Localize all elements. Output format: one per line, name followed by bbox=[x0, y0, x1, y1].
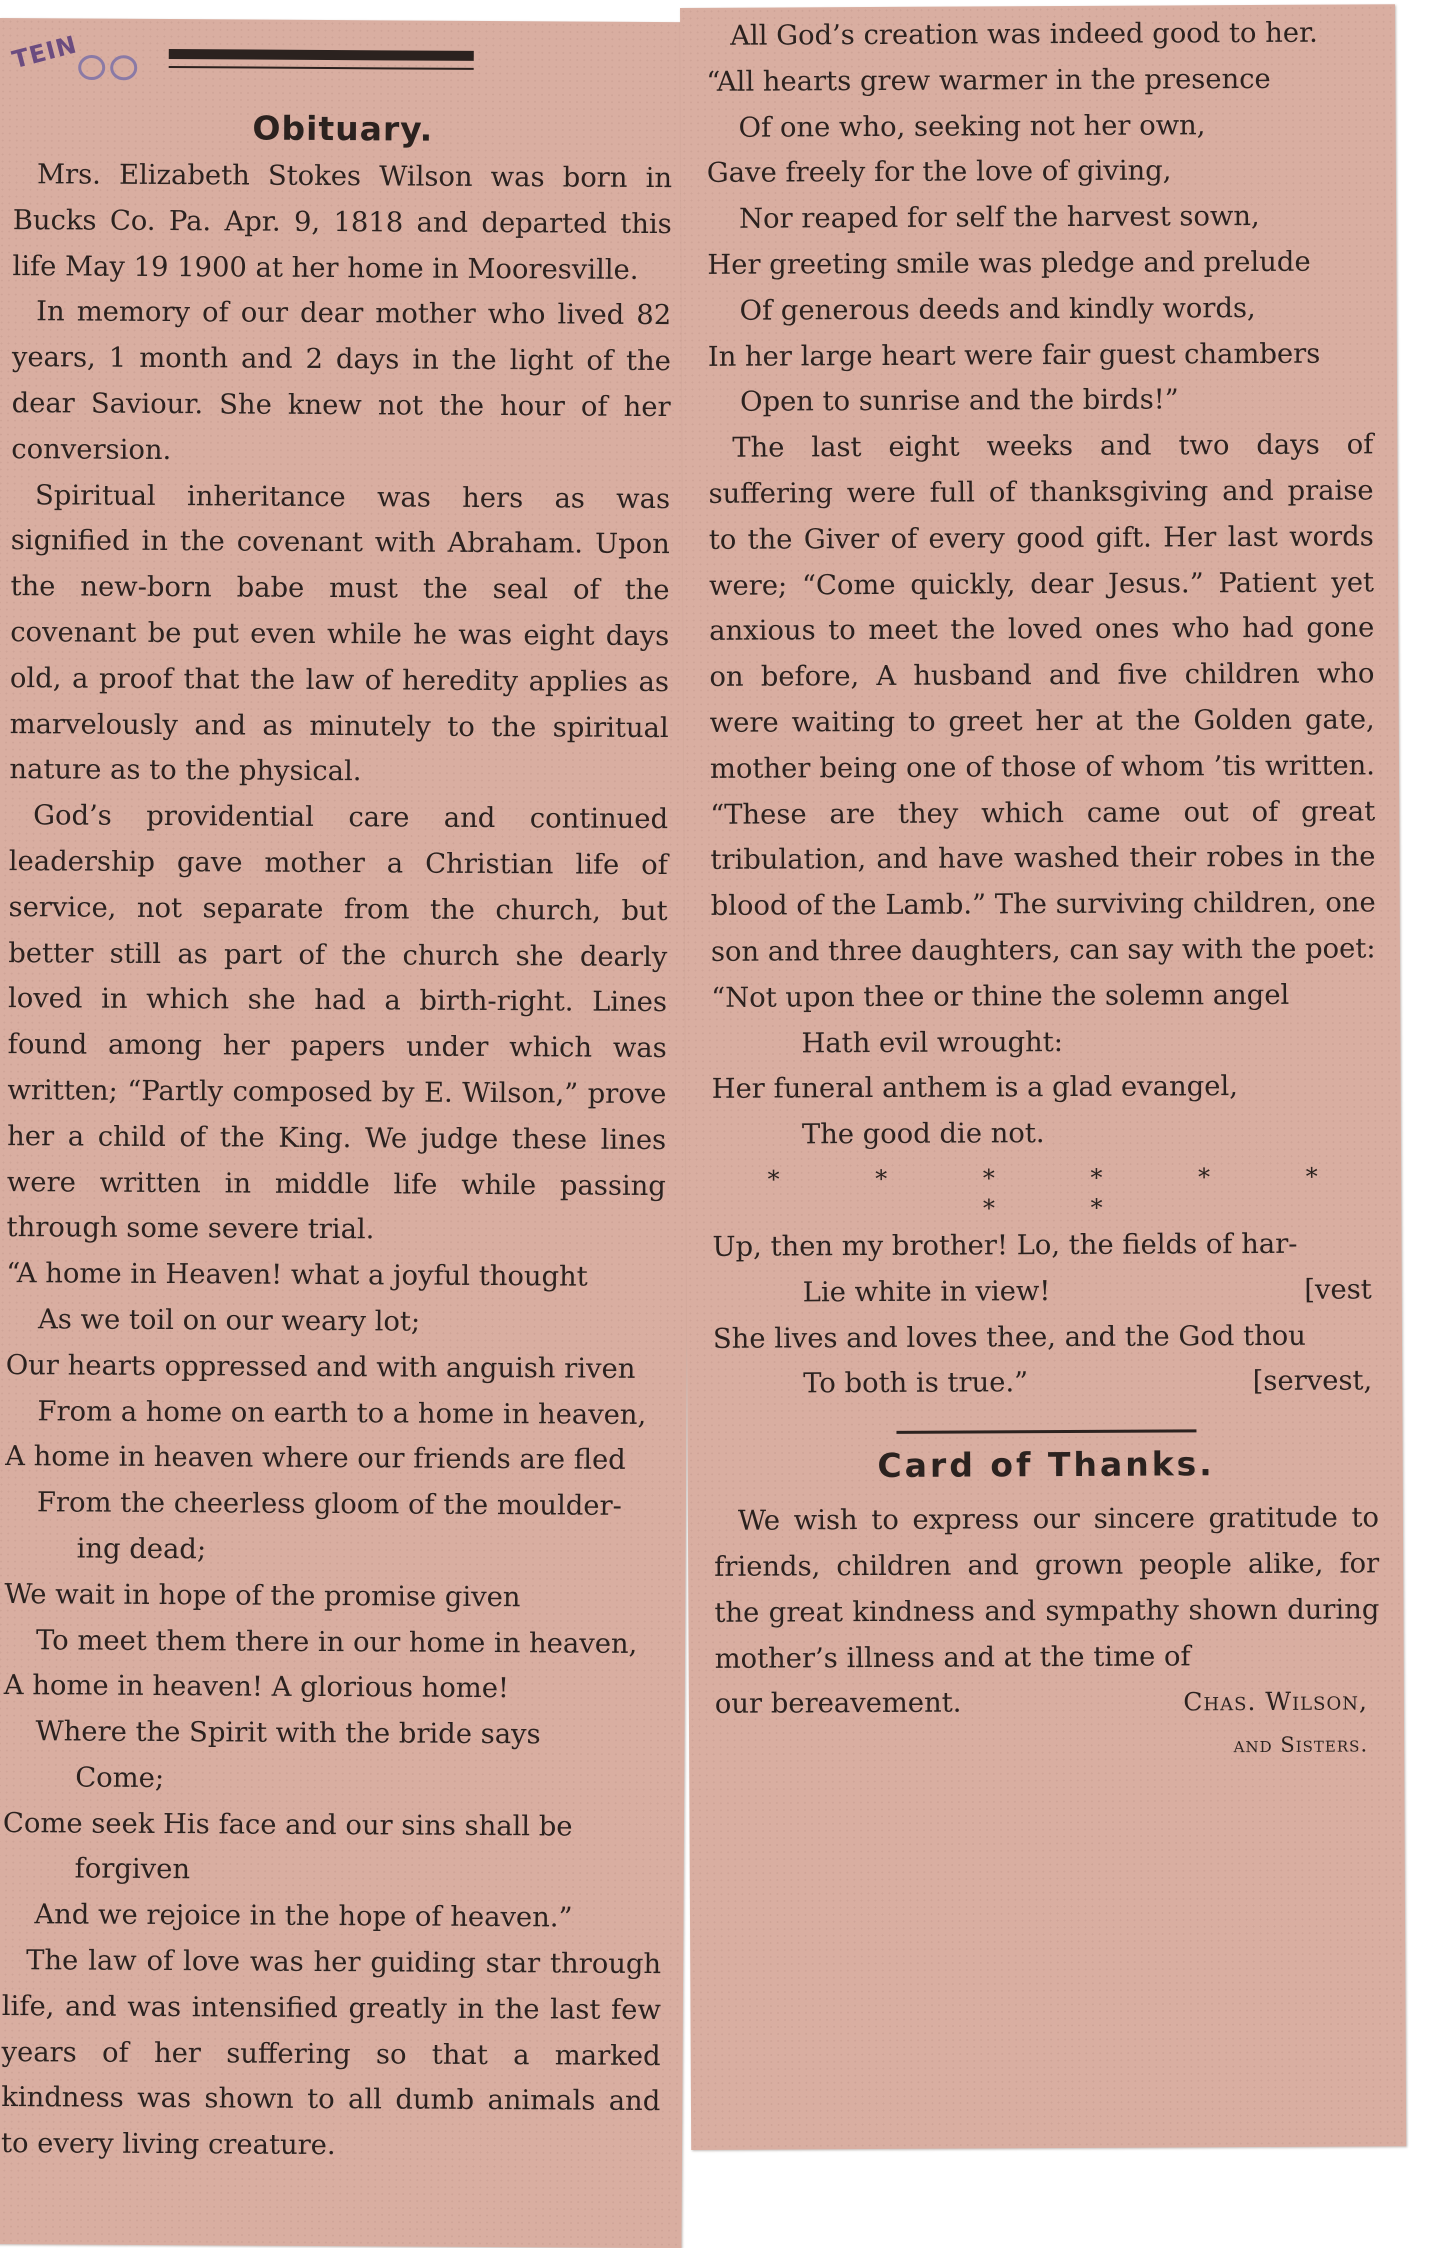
poem-line: As we toil on our weary lot; bbox=[37, 1304, 421, 1338]
poem-line: A home in heaven where our friends are fled bbox=[5, 1441, 626, 1477]
paragraph-inheritance: Spiritual inheritance was hers as was signified in the covenant with Abraham. Upon the new-born babe must the seal of the covenant be put even while he was eight days old, a proof that the law of heredity applies as marvelously and as minutely to the spiritual nature as to the physical. bbox=[9, 479, 671, 788]
stamp-circles-icon bbox=[74, 50, 148, 84]
poem-line: In her large heart were fair guest chambers bbox=[707, 338, 1321, 373]
poem-line-carryover: [vest bbox=[1304, 1274, 1372, 1306]
paragraph-last-weeks: The last eight weeks and two days of suffering were full of thanksgiving and praise to the Giver of every good gift. Her last words were; “Come quickly, dear Jesus.” Patient yet anxious to meet the loved ones who had gone on before, A husband and five children who were waiting to greet her at the Golden gate, mother being one of those of whom ’tis written. “These are they which came out of great tribulation, and have washed their robes in the blood of the Lamb.” The surviving children, one son and three daughters, can say with the poet: bbox=[708, 429, 1376, 968]
left-clipping bbox=[0, 18, 695, 2248]
paragraph-memory: In memory of our dear mother who lived 82 years, 1 month and 2 days in the light of the dear Saviour. She knew not the hour of her conversion. bbox=[11, 296, 672, 466]
poem-line: A home in heaven! A glorious home! bbox=[3, 1670, 510, 1705]
poem-line-row bbox=[713, 1267, 1378, 1316]
poem-line: We wait in hope of the promise given bbox=[4, 1578, 521, 1613]
poem-line: forgiven bbox=[74, 1853, 191, 1886]
obituary-title: Obituary. bbox=[252, 108, 434, 149]
signature-name: Chas. Wilson, bbox=[1183, 1686, 1368, 1717]
card-of-thanks-closing bbox=[715, 1679, 1380, 1728]
poem-line: Up, then my brother! Lo, the fields of har- bbox=[712, 1228, 1298, 1263]
right-column bbox=[706, 4, 1380, 1768]
poem-line: And we rejoice in the hope of heaven.” bbox=[34, 1899, 573, 1934]
poem-home-in-heaven bbox=[2, 1251, 665, 1942]
poem-solemn-angel bbox=[711, 972, 1377, 1159]
right-clipping bbox=[680, 4, 1406, 2150]
poem-line: The good die not. bbox=[801, 1118, 1045, 1151]
left-column bbox=[1, 18, 673, 2171]
poem-line: Where the Spirit with the bride says bbox=[35, 1716, 541, 1751]
poem-line: Hath evil wrought: bbox=[801, 1026, 1064, 1059]
poem-line: Gave freely for the love of giving, bbox=[706, 155, 1172, 190]
card-of-thanks-title: Card of Thanks. bbox=[877, 1444, 1215, 1486]
ornamental-bar bbox=[169, 49, 474, 61]
poem-line: Her greeting smile was pledge and prelude bbox=[707, 246, 1311, 281]
poem-line: Nor reaped for self the harvest sown, bbox=[739, 201, 1260, 235]
asterisk-divider: * * * * * * * * bbox=[767, 1162, 1362, 1223]
paragraph-birth: Mrs. Elizabeth Stokes Wilson was born in Bucks Co. Pa. Apr. 9, 1818 and departed this life May 19 1900 at her home in Mooresville. bbox=[12, 159, 673, 286]
header-rule bbox=[169, 66, 474, 70]
poem-line: Of generous deeds and kindly words, bbox=[739, 292, 1256, 327]
poem-line: From the cheerless gloom of the moulder- bbox=[36, 1487, 622, 1522]
poem-line: “A home in Heaven! what a joyful thought bbox=[6, 1258, 588, 1293]
poem-line: Our hearts oppressed and with anguish riven bbox=[5, 1349, 636, 1385]
poem-line: ing dead; bbox=[76, 1533, 207, 1566]
poem-line: To both is true.” bbox=[803, 1367, 1029, 1400]
poem-line: From a home on earth to a home in heaven, bbox=[37, 1395, 647, 1431]
header-ornament bbox=[9, 18, 673, 96]
poem-line: Come seek His face and our sins shall be bbox=[2, 1807, 573, 1843]
card-of-thanks-body: We wish to express our sincere gratitude to friends, children and grown people alike, for the great kindness and sympathy shown during mother’s illness and at the time of bbox=[714, 1502, 1380, 1675]
paragraph-law-of-love: The law of love was her guiding star through life, and was intensified greatly in the last few years of her suffering so that a marked kindness was shown to all dumb animals and to every living creature. bbox=[0, 1945, 662, 2162]
poem-line: Come; bbox=[75, 1762, 165, 1794]
poem-line: “All hearts grew warmer in the presence bbox=[706, 63, 1271, 98]
poem-line-carryover: [servest, bbox=[1252, 1365, 1373, 1398]
poem-line: Lie white in view! bbox=[802, 1275, 1051, 1309]
poem-line-row bbox=[713, 1359, 1378, 1408]
poem-line: She lives and loves thee, and the God thou bbox=[712, 1320, 1306, 1355]
poem-hearts-grew-warmer bbox=[706, 56, 1373, 426]
poem-line: Of one who, seeking not her own, bbox=[738, 109, 1206, 144]
poem-line: “Not upon thee or thine the solemn angel bbox=[711, 979, 1290, 1014]
paragraph-creation: All God’s creation was indeed good to her. bbox=[730, 17, 1318, 52]
poem-fields-of-harvest bbox=[712, 1221, 1378, 1408]
poem-line: Her funeral anthem is a glad evangel, bbox=[711, 1071, 1238, 1106]
paragraph-providence: God’s providential care and continued leadership gave mother a Christian life of service, not separate from the church, but better still as part of the church she dearly loved in which she had a birth-right. Lines found among her papers under which was written; “Partly composed by E. Wilson,” prove her a child of the King. We judge these lines were written in middle life while passing through some severe trial. bbox=[6, 800, 669, 1246]
section-divider bbox=[896, 1429, 1196, 1434]
poem-line: To meet them there in our home in heaven, bbox=[35, 1624, 638, 1660]
archive-stamp: TEIN bbox=[9, 30, 81, 75]
signature-sisters: and Sisters. bbox=[1233, 1732, 1369, 1758]
poem-line: Open to sunrise and the birds!” bbox=[739, 384, 1179, 419]
card-of-thanks-last-line: our bereavement. bbox=[714, 1687, 962, 1721]
